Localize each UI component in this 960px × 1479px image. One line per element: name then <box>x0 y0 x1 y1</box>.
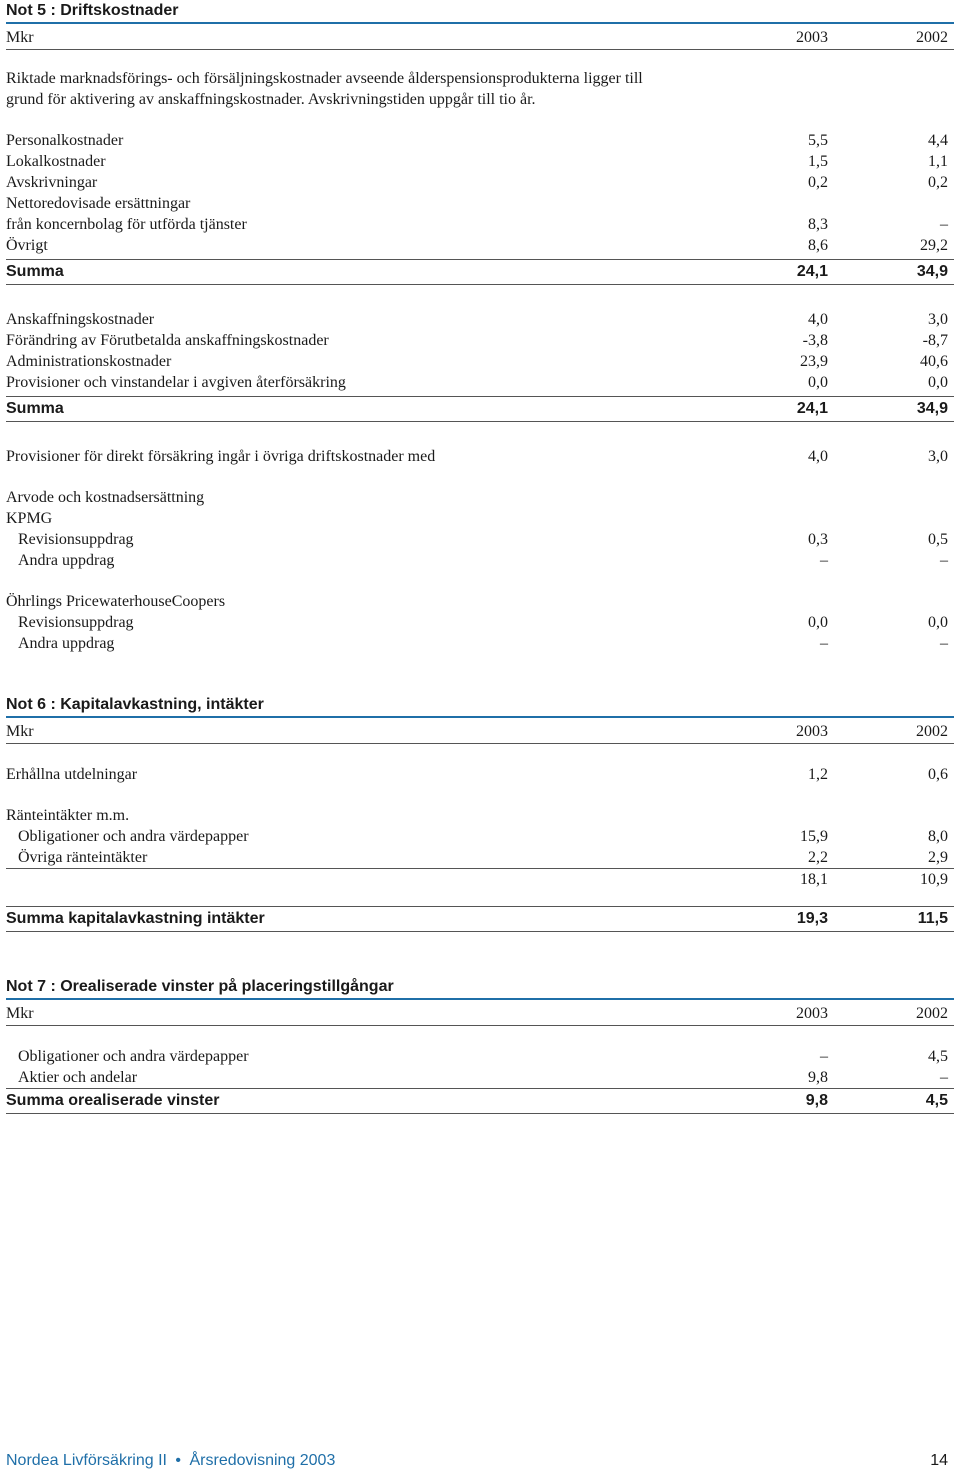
row-label: Revisionsuppdrag <box>18 531 134 548</box>
row-label: Administrationskostnader <box>6 353 172 370</box>
sum-label: Summa orealiserade vinster <box>6 1092 220 1109</box>
row-label: Provisioner och vinstandelar i avgiven återförsäkring <box>6 374 346 391</box>
subtotal-row <box>6 868 954 890</box>
row-label: Ränteintäkter m.m. <box>6 807 130 824</box>
arvode-title <box>6 487 954 508</box>
value-2002: 0,0 <box>928 374 948 391</box>
table-row <box>6 214 954 235</box>
provisioner-row <box>6 446 954 467</box>
year-2002-header: 2002 <box>916 29 948 46</box>
value-2002: 3,0 <box>928 448 948 465</box>
row-label: Arvode och kostnadsersättning <box>6 489 205 506</box>
value-2002: – <box>940 216 948 233</box>
value-2003: 8,6 <box>808 237 828 254</box>
value-2003: 1,5 <box>808 153 828 170</box>
value-2002 <box>828 193 954 214</box>
row-label: Andra uppdrag <box>18 635 115 652</box>
value-2002: – <box>940 552 948 569</box>
row-label: Obligationer och andra värdepapper <box>18 828 249 845</box>
note-6-section <box>6 694 954 932</box>
subtotal-2002: 10,9 <box>920 871 948 888</box>
table-row <box>6 351 954 372</box>
row-label: Erhållna utdelningar <box>6 766 138 783</box>
value-2003: 0,2 <box>808 174 828 191</box>
value-2003: 4,0 <box>808 311 828 328</box>
table-row <box>6 193 954 214</box>
table-row <box>6 372 954 393</box>
sum-row <box>6 906 954 932</box>
value-2002: – <box>940 1069 948 1086</box>
row-label: Förändring av Förutbetalda anskaffningskostnader <box>6 332 329 349</box>
value-2003: 0,3 <box>808 531 828 548</box>
row-label: KPMG <box>6 510 53 527</box>
value-2003: 0,0 <box>808 374 828 391</box>
value-2003: 8,3 <box>808 216 828 233</box>
page-footer <box>6 1450 954 1472</box>
row-label: Öhrlings PricewaterhouseCoopers <box>6 593 226 610</box>
note-5-title: Not 5 : Driftskostnader <box>6 0 954 24</box>
table-row <box>6 847 954 868</box>
row-label: Aktier och andelar <box>18 1069 138 1086</box>
table-row <box>6 1046 954 1067</box>
value-2003: 2,2 <box>808 849 828 866</box>
row-label: Avskrivningar <box>6 174 98 191</box>
unit-label: Mkr <box>6 1005 34 1022</box>
note-5-acquisition-block <box>6 309 954 393</box>
row-label: Obligationer och andra värdepapper <box>18 1048 249 1065</box>
subtotal-2003: 18,1 <box>800 871 828 888</box>
year-2002-header: 2002 <box>916 1005 948 1022</box>
table-row <box>6 235 954 256</box>
value-2003: 23,9 <box>800 353 828 370</box>
value-2003: -3,8 <box>802 332 828 349</box>
note-6-title: Not 6 : Kapitalavkastning, intäkter <box>6 694 954 718</box>
sum-label: Summa <box>6 400 64 417</box>
value-2002: 2,9 <box>928 849 948 866</box>
table-row <box>6 309 954 330</box>
sum-2002: 4,5 <box>925 1092 948 1109</box>
note-5-section <box>6 0 954 654</box>
value-2002: 0,0 <box>928 614 948 631</box>
value-2003: 0,0 <box>808 614 828 631</box>
row-label: Lokalkostnader <box>6 153 106 170</box>
value-2003: 5,5 <box>808 132 828 149</box>
sum-2002: 11,5 <box>917 910 948 927</box>
value-2002: 0,5 <box>928 531 948 548</box>
value-2002: 4,4 <box>928 132 948 149</box>
year-2003-header: 2003 <box>796 723 828 740</box>
table-row <box>6 612 954 633</box>
intro-line: Riktade marknadsförings- och försäljningskostnader avseende ålderspensionsprodukterna ligger till <box>6 70 643 87</box>
table-row <box>6 130 954 151</box>
note-7-section <box>6 976 954 1114</box>
report-page <box>6 0 954 1114</box>
value-2002: -8,7 <box>922 332 948 349</box>
year-2002-header: 2002 <box>916 723 948 740</box>
value-2002: 40,6 <box>920 353 948 370</box>
table-row <box>6 633 954 654</box>
sum-2002: 34,9 <box>916 400 948 417</box>
page-number: 14 <box>930 1452 948 1469</box>
row-label: Anskaffningskostnader <box>6 311 155 328</box>
kpmg-title <box>6 508 954 529</box>
sum-2003: 24,1 <box>796 263 828 280</box>
sum-2002: 34,9 <box>916 263 948 280</box>
value-2003: – <box>820 552 828 569</box>
row-label: från koncernbolag för utförda tjänster <box>6 216 247 233</box>
note-7-header-row <box>6 1000 954 1026</box>
intro-line: grund för aktivering av anskaffningskostnader. Avskrivningstiden uppgår till tio år. <box>6 91 536 108</box>
table-row <box>6 330 954 351</box>
note-6-header-row <box>6 718 954 744</box>
row-label: Nettoredovisade ersättningar <box>6 195 191 212</box>
value-2002: 0,6 <box>928 766 948 783</box>
footer-company: Nordea Livförsäkring II <box>6 1452 167 1469</box>
note-5-intro <box>6 50 954 110</box>
value-2002: 3,0 <box>928 311 948 328</box>
table-row <box>6 1067 954 1088</box>
value-2003: 1,2 <box>808 766 828 783</box>
value-2003: 9,8 <box>808 1069 828 1086</box>
value-2002: 0,2 <box>928 174 948 191</box>
note-7-title: Not 7 : Orealiserade vinster på placeringstillgångar <box>6 976 954 1000</box>
sum-row <box>6 259 954 285</box>
footer-separator: • <box>175 1452 182 1469</box>
value-2003: 4,0 <box>808 448 828 465</box>
value-2003: – <box>820 1048 828 1065</box>
row-label: Personalkostnader <box>6 132 124 149</box>
table-row <box>6 550 954 571</box>
row-label: Andra uppdrag <box>18 552 115 569</box>
sum-label: Summa kapitalavkastning intäkter <box>6 910 265 927</box>
sum-2003: 9,8 <box>805 1092 828 1109</box>
sum-row <box>6 1088 954 1114</box>
row-label: Övriga ränteintäkter <box>18 849 148 866</box>
note-5-header-row <box>6 24 954 50</box>
value-2003 <box>708 193 828 214</box>
year-2003-header: 2003 <box>796 29 828 46</box>
year-2003-header: 2003 <box>796 1005 828 1022</box>
pwc-title <box>6 591 954 612</box>
table-row <box>6 151 954 172</box>
row-label: Övrigt <box>6 237 48 254</box>
footer-report: Årsredovisning 2003 <box>189 1452 336 1469</box>
table-row <box>6 826 954 847</box>
subtotal-spacer <box>6 869 708 890</box>
unit-label: Mkr <box>6 723 34 740</box>
value-2003: – <box>820 635 828 652</box>
ranteintakter-title <box>6 805 954 826</box>
sum-2003: 19,3 <box>796 910 828 927</box>
footer-left <box>6 1450 930 1472</box>
value-2002: 1,1 <box>928 153 948 170</box>
unit-label: Mkr <box>6 29 34 46</box>
value-2003: 15,9 <box>800 828 828 845</box>
table-row <box>6 529 954 550</box>
table-row <box>6 764 954 785</box>
row-label: Provisioner för direkt försäkring ingår i övriga driftskostnader med <box>6 448 436 465</box>
sum-2003: 24,1 <box>796 400 828 417</box>
note-5-cost-block <box>6 130 954 256</box>
value-2002: 4,5 <box>928 1048 948 1065</box>
table-row <box>6 172 954 193</box>
sum-row <box>6 396 954 422</box>
sum-label: Summa <box>6 263 64 280</box>
value-2002: 8,0 <box>928 828 948 845</box>
value-2002: 29,2 <box>920 237 948 254</box>
value-2002: – <box>940 635 948 652</box>
row-label: Revisionsuppdrag <box>18 614 134 631</box>
